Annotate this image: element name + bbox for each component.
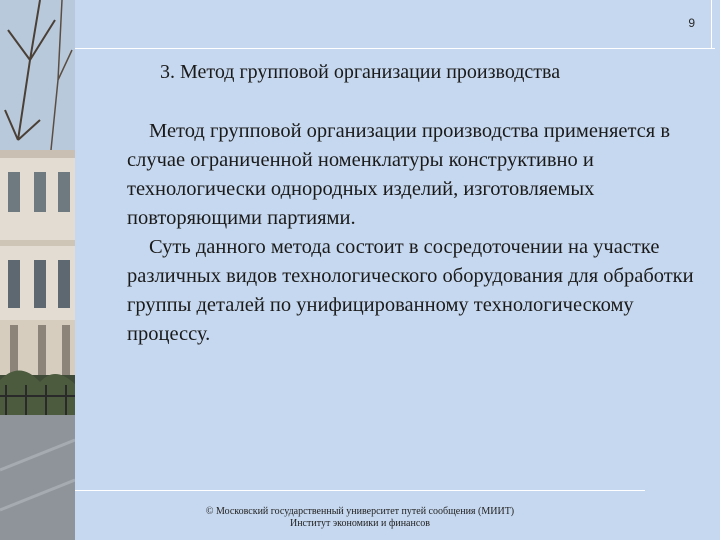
body-paragraph-2: Суть данного метода состоит в сосредоточении на участке различных видов технологического оборудования для обработки группы деталей по унифицированному технологическому процессу. [127, 236, 694, 345]
building-photo-illustration [0, 0, 75, 540]
building-photo [0, 0, 75, 540]
page-number: 9 [688, 16, 695, 30]
footer-divider [75, 490, 645, 491]
header-vertical-divider [711, 0, 712, 48]
slide-body [127, 117, 702, 349]
footer-copyright: © Московский государственный университет путей сообщения (МИИТ) [205, 506, 515, 517]
footer-institute: Институт экономики и финансов [289, 518, 431, 529]
slide-title: 3. Метод групповой организации производства [160, 61, 561, 83]
header-divider [75, 48, 715, 49]
body-paragraph-1: Метод групповой организации производства применяется в случае ограниченной номенклатуры конструктивно и технологически однородных изделий, изготовляемых повторяющими партиями. [127, 120, 671, 229]
slide-panel [75, 0, 720, 540]
footer [75, 506, 645, 530]
